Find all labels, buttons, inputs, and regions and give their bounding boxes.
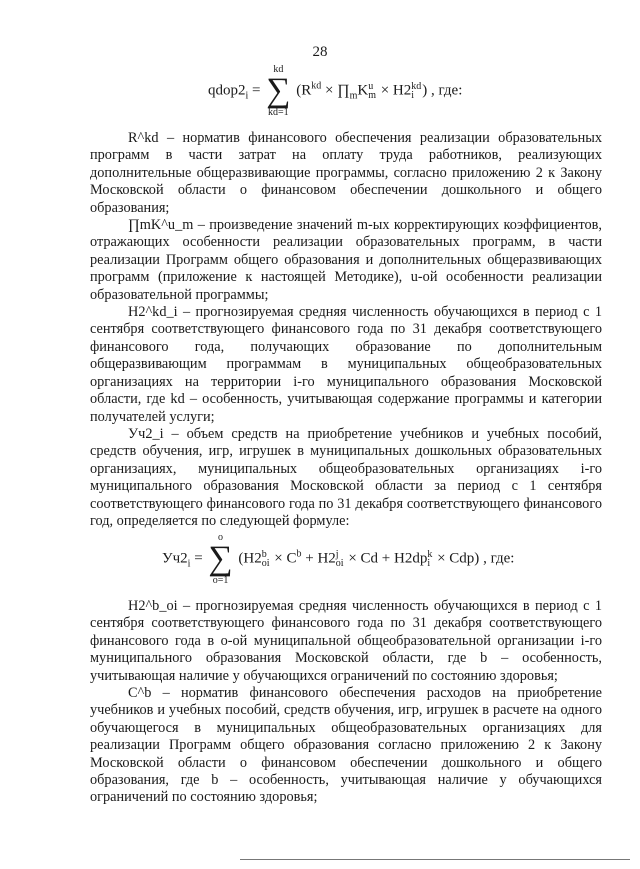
paragraph-r-kd: R^kd – норматив финансового обеспечения реализации образовательных программ в части затрат на оплату труда работников, реализующих дополнительные общеразвивающие программы, согласно приложению 2 к Закону Московской области о финансовом обеспечении дошкольного и общего образования; (90, 130, 602, 216)
paragraph-uch2: Уч2_i – объем средств на приобретение учебников и учебных пособий, средств обучения, игр, игрушек в муниципальных дошкольных образовательных организациях, муниципальных общеобразовательных организациях i-го муниципального образования Московской области за период с 1 сентября соответствующего финансового года по 31 декабря соответствующего финансового год, определяется по следующей формуле: (90, 425, 602, 529)
sum-symbol: o ∑ o=1 (208, 532, 233, 586)
paragraph-h2-b: H2^b_oi – прогнозируемая средняя численность обучающихся в период с 1 сентября соответствующего финансового года по 31 декабря соответствующего финансового года в o-ой муниципальной общеобразовательной организации i-го муниципального образования Московской области, где b – особенность, учитывающая наличие у обучающихся ограничений по состоянию здоровья; (90, 598, 602, 684)
text-block-2 (90, 598, 602, 807)
sum-symbol: kd ∑ kd=1 (266, 64, 291, 118)
paragraph-c-b: C^b – норматив финансового обеспечения расходов на приобретение учебников и учебных пособий, средств обучения, игр, игрушек в расчете на одного обучающегося в муниципальных общеобразовательных организациях для реализации Программ общего образования согласно приложению 2 к Закону Московской области о финансовом обеспечении дошкольного и общего образования, где b – особенность, учитывающая наличие у обучающихся ограничений по состоянию здоровья; (90, 685, 602, 806)
page-number: 28 (312, 44, 328, 60)
paragraph-prod-k: ∏mK^u_m – произведение значений m-ых корректирующих коэффициентов, отражающих особенности реализации образовательных программ, в части реализации Программ общего образования и дополнительных общеразвивающих программ (приложение к настоящей Методике), u-ой особенности реализации образовательной программы; (90, 217, 602, 303)
footer-rule (240, 859, 630, 860)
text-block-1 (90, 130, 602, 530)
formula-qdop2: $qdop2_i$ = kd ∑ kd=1 ($R^{kd}$ × $\prod_mKu$ m × H2kd i ) , где: (208, 64, 463, 118)
formula-uch2: $Уч2_i$ = o ∑ o=1 (H2b oi × $C^b + H2j$ oi × Cd + H2dpk i × Cdp) , где: (162, 532, 515, 586)
paragraph-h2-kd: H2^kd_i – прогнозируемая средняя численность обучающихся в период с 1 сентября соответствующего финансового года по 31 декабря соответствующего финансового года, получающих образование по дополнительным общеразвивающим программам в муниципальных общеобразовательных организациях на территории i-го муниципального образования Московской области, где kd – особенность, учитывающая содержание программы и категории получателей услуги; (90, 304, 602, 425)
